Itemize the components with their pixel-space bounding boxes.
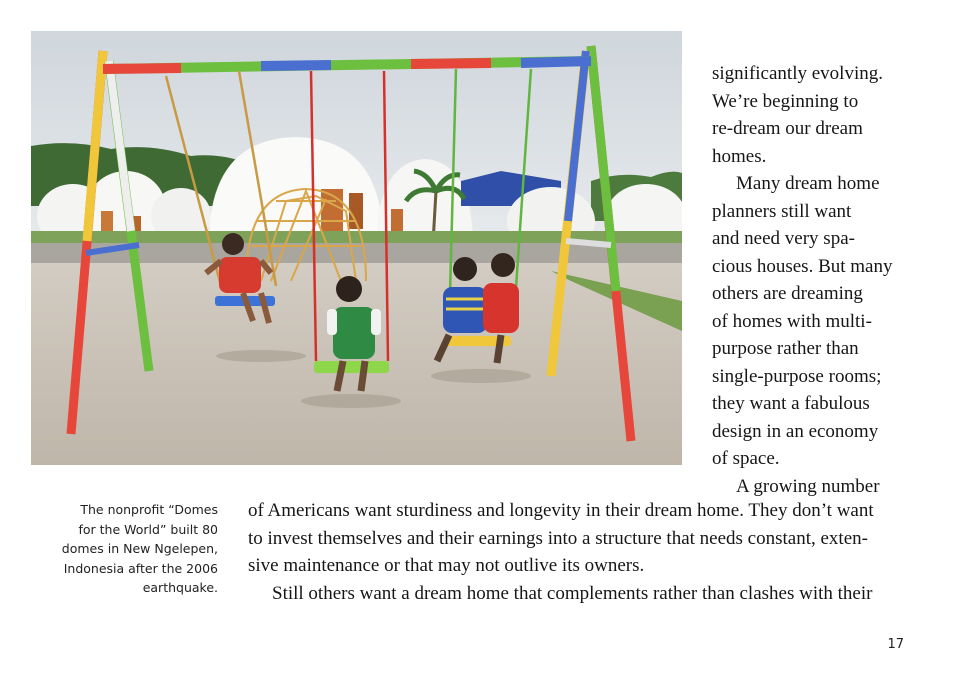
caption-line: The nonprofit “Domes — [80, 502, 218, 517]
text-line: single-purpose rooms; — [712, 365, 882, 387]
text-line: purpose rather than — [712, 338, 859, 359]
main-column-text — [248, 497, 908, 607]
text-line: and need very spa- — [712, 228, 855, 249]
playground-photo — [31, 31, 682, 465]
text-line: design in an economy — [712, 420, 879, 442]
page-number: 17 — [887, 637, 904, 652]
photo-caption — [40, 500, 218, 598]
text-line: significantly evolving. — [712, 63, 883, 84]
caption-line: domes in New Ngelepen, — [61, 541, 218, 556]
text-line: planners still want — [712, 200, 852, 222]
text-line: to invest themselves and their earnings into a structure that needs constant, exten- — [248, 527, 868, 549]
text-line: of homes with multi- — [712, 310, 872, 332]
text-line: homes. — [712, 145, 767, 167]
text-line: Many dream home — [736, 173, 880, 194]
text-line: re-dream our dream — [712, 118, 863, 139]
caption-line: Indonesia after the 2006 — [63, 560, 218, 576]
text-line: of Americans want sturdiness and longevity in their dream home. They don’t want — [248, 500, 874, 521]
text-line: cious houses. But many — [712, 255, 893, 277]
text-line: Still others want a dream home that complements rather than clashes with their — [272, 582, 873, 604]
text-line: they want a fabulous — [712, 393, 870, 414]
text-line: others are dreaming — [712, 283, 863, 304]
text-line: sive maintenance or that may not outlive its owners. — [248, 555, 645, 576]
caption-line: earthquake. — [142, 580, 218, 595]
text-line: We’re beginning to — [712, 90, 859, 112]
caption-line: for the World” built 80 — [78, 521, 218, 537]
right-column-text — [712, 60, 907, 500]
text-line: A growing number — [736, 475, 880, 497]
text-line: of space. — [712, 448, 780, 469]
